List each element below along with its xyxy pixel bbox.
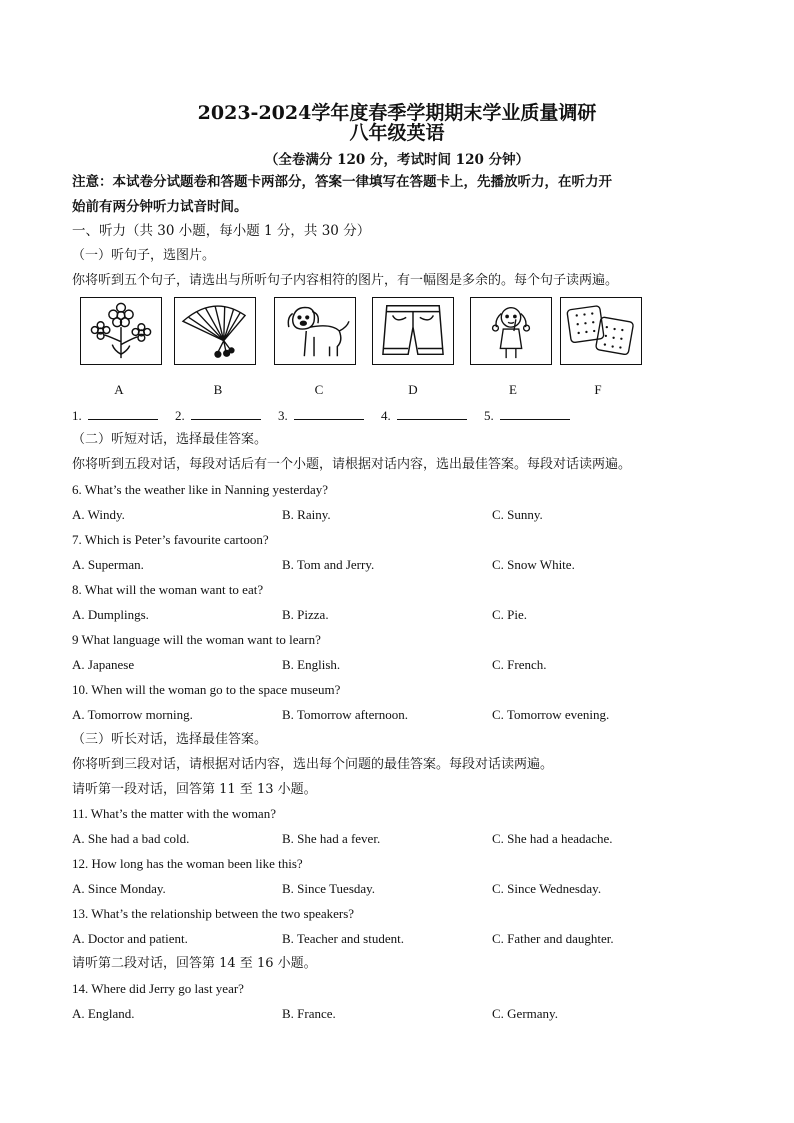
cookies-icon [560,297,642,365]
option-10a[interactable]: A. Tomorrow morning. [72,707,193,722]
section3-title: （三）听长对话，选择最佳答案。 [72,732,268,747]
picture-label-b: B [213,382,223,397]
dialog1-note: 请听第一段对话，回答第 11 至 13 小题。 [72,782,317,797]
answer-blanks [72,407,584,424]
picture-label-c: C [314,382,324,397]
question-12: 12. How long has the woman been like this? [72,856,303,871]
section1-title: （一）听句子，选图片。 [72,248,216,263]
option-14b[interactable]: B. France. [282,1006,336,1021]
exam-title: 2023-2024学年度春季学期期末学业质量调研 [197,102,597,124]
option-14c[interactable]: C. Germany. [492,1006,558,1021]
section2-title: （二）听短对话，选择最佳答案。 [72,432,268,447]
option-8c[interactable]: C. Pie. [492,607,528,622]
option-9a[interactable]: A. Japanese [72,657,135,672]
picture-row [80,297,650,369]
question-8: 8. What will the woman want to eat? [72,582,264,597]
question-10: 10. When will the woman go to the space museum? [72,682,341,697]
notice-line-2: 始前有两分钟听力试音时间。 [72,199,248,215]
question-9: 9 What language will the woman want to learn? [72,632,321,647]
question-13: 13. What’s the relationship between the two speakers? [72,906,355,921]
part1-heading: 一、听力（共 30 小题，每小题 1 分，共 30 分） [72,223,371,239]
option-13b[interactable]: B. Teacher and student. [282,931,404,946]
option-7c[interactable]: C. Snow White. [492,557,575,572]
option-6b[interactable]: B. Rainy. [282,507,331,522]
section1-instructions: 你将听到五个句子，请选出与所听句子内容相符的图片，有一幅图是多余的。每个句子读两遍。 [72,273,619,288]
option-10b[interactable]: B. Tomorrow afternoon. [282,707,408,722]
option-6c[interactable]: C. Sunny. [492,507,543,522]
picture-label-e: E [509,382,517,397]
option-7b[interactable]: B. Tom and Jerry. [282,557,375,572]
option-8b[interactable]: B. Pizza. [282,607,329,622]
question-14: 14. Where did Jerry go last year? [72,981,244,996]
fan-icon [174,297,256,365]
option-11b[interactable]: B. She had a fever. [282,831,381,846]
option-9c[interactable]: C. French. [492,657,547,672]
answer-blank-3[interactable]: 3. [278,407,364,424]
picture-label-a: A [114,382,124,397]
answer-blank-4[interactable]: 4. [381,407,467,424]
option-12b[interactable]: B. Since Tuesday. [282,881,376,896]
dog-icon [274,297,356,365]
question-7: 7. Which is Peter’s favourite cartoon? [72,532,269,547]
option-13c[interactable]: C. Father and daughter. [492,931,614,946]
option-11c[interactable]: C. She had a headache. [492,831,613,846]
answer-blank-2[interactable]: 2. [175,407,261,424]
option-6a[interactable]: A. Windy. [72,507,125,522]
option-13a[interactable]: A. Doctor and patient. [72,931,188,946]
exam-info: （全卷满分 120 分，考试时间 120 分钟） [264,152,530,168]
picture-label-d: D [408,382,418,397]
flowers-icon [80,297,162,365]
answer-blank-5[interactable]: 5. [484,407,570,424]
exam-subtitle: 八年级英语 [349,122,445,144]
option-11a[interactable]: A. She had a bad cold. [72,831,190,846]
girl-icon [470,297,552,365]
option-9b[interactable]: B. English. [282,657,341,672]
option-14a[interactable]: A. England. [72,1006,135,1021]
question-11: 11. What’s the matter with the woman? [72,806,276,821]
option-12c[interactable]: C. Since Wednesday. [492,881,602,896]
picture-label-f: F [594,382,602,397]
notice-line-1: 注意：本试卷分试题卷和答题卡两部分，答案一律填写在答题卡上，先播放听力，在听力开 [72,174,612,190]
option-12a[interactable]: A. Since Monday. [72,881,166,896]
dialog2-note: 请听第二段对话，回答第 14 至 16 小题。 [72,956,317,971]
answer-blank-1[interactable]: 1. [72,407,158,424]
option-7a[interactable]: A. Superman. [72,557,144,572]
question-6: 6. What’s the weather like in Nanning yesterday? [72,482,329,497]
shorts-icon [372,297,454,365]
section2-instructions: 你将听到五段对话，每段对话后有一个小题，请根据对话内容，选出最佳答案。每段对话读两遍。 [72,457,632,472]
section3-instructions: 你将听到三段对话，请根据对话内容，选出每个问题的最佳答案。每段对话读两遍。 [72,757,554,772]
option-8a[interactable]: A. Dumplings. [72,607,149,622]
option-10c[interactable]: C. Tomorrow evening. [492,707,610,722]
